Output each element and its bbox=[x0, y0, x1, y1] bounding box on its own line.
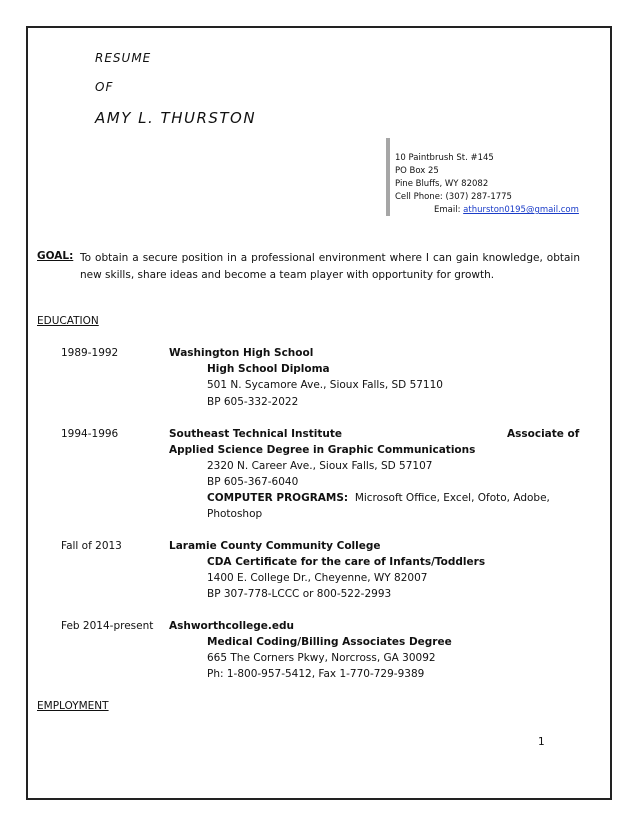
address-po-box: PO Box 25 bbox=[395, 166, 439, 176]
address-city: Pine Bluffs, WY 82082 bbox=[395, 179, 489, 189]
education-school: Washington High School bbox=[169, 347, 314, 359]
education-address: 501 N. Sycamore Ave., Sioux Falls, SD 57110 bbox=[207, 379, 443, 391]
education-date: 1994-1996 bbox=[61, 428, 119, 440]
education-address: 2320 N. Career Ave., Sioux Falls, SD 57107 bbox=[207, 460, 433, 472]
computer-programs-row bbox=[207, 492, 550, 504]
page-border bbox=[26, 26, 612, 800]
education-date: Feb 2014-present bbox=[61, 620, 154, 632]
education-degree-right: Associate of bbox=[507, 428, 580, 440]
education-degree: High School Diploma bbox=[207, 363, 330, 375]
address-street: 10 Paintbrush St. #145 bbox=[395, 153, 494, 163]
address-email-row bbox=[434, 204, 579, 217]
email-label: Email: bbox=[434, 205, 464, 215]
education-phone: BP 605-332-2022 bbox=[207, 396, 299, 408]
education-school: Ashworthcollege.edu bbox=[169, 620, 294, 632]
computer-programs-cont: Photoshop bbox=[207, 508, 263, 520]
address-cell: Cell Phone: (307) 287-1775 bbox=[395, 192, 512, 202]
computer-programs-label: COMPUTER PROGRAMS: bbox=[207, 492, 349, 504]
education-phone: Ph: 1-800-957-5412, Fax 1-770-729-9389 bbox=[207, 668, 425, 680]
education-date: Fall of 2013 bbox=[61, 540, 122, 552]
goal-label: GOAL: bbox=[37, 250, 74, 262]
computer-programs-list: Microsoft Office, Excel, Ofoto, Adobe, bbox=[354, 492, 550, 504]
of-label: OF bbox=[95, 80, 114, 94]
education-date: 1989-1992 bbox=[61, 347, 119, 359]
page-number: 1 bbox=[538, 736, 545, 748]
address-bar bbox=[386, 138, 390, 216]
email-link[interactable]: athurston0195@gmail.com bbox=[463, 205, 579, 215]
education-school: Laramie County Community College bbox=[169, 540, 381, 552]
education-address: 665 The Corners Pkwy, Norcross, GA 30092 bbox=[207, 652, 436, 664]
education-phone: BP 307-778-LCCC or 800-522-2993 bbox=[207, 588, 392, 600]
applicant-name: AMY L. THURSTON bbox=[95, 109, 257, 127]
education-phone: BP 605-367-6040 bbox=[207, 476, 299, 488]
education-heading: EDUCATION bbox=[37, 315, 99, 327]
resume-title: RESUME bbox=[95, 51, 152, 65]
education-address: 1400 E. College Dr., Cheyenne, WY 82007 bbox=[207, 572, 428, 584]
education-school: Southeast Technical Institute bbox=[169, 428, 342, 440]
employment-heading: EMPLOYMENT bbox=[37, 700, 109, 712]
education-degree: Medical Coding/Billing Associates Degree bbox=[207, 636, 452, 648]
goal-text: To obtain a secure position in a professional environment where I can gain knowledge, obtain new skills, share ideas and become a team player with opportunity for growth. bbox=[80, 252, 580, 281]
education-degree: CDA Certificate for the care of Infants/Toddlers bbox=[207, 556, 486, 568]
education-degree: Applied Science Degree in Graphic Communications bbox=[169, 444, 476, 456]
